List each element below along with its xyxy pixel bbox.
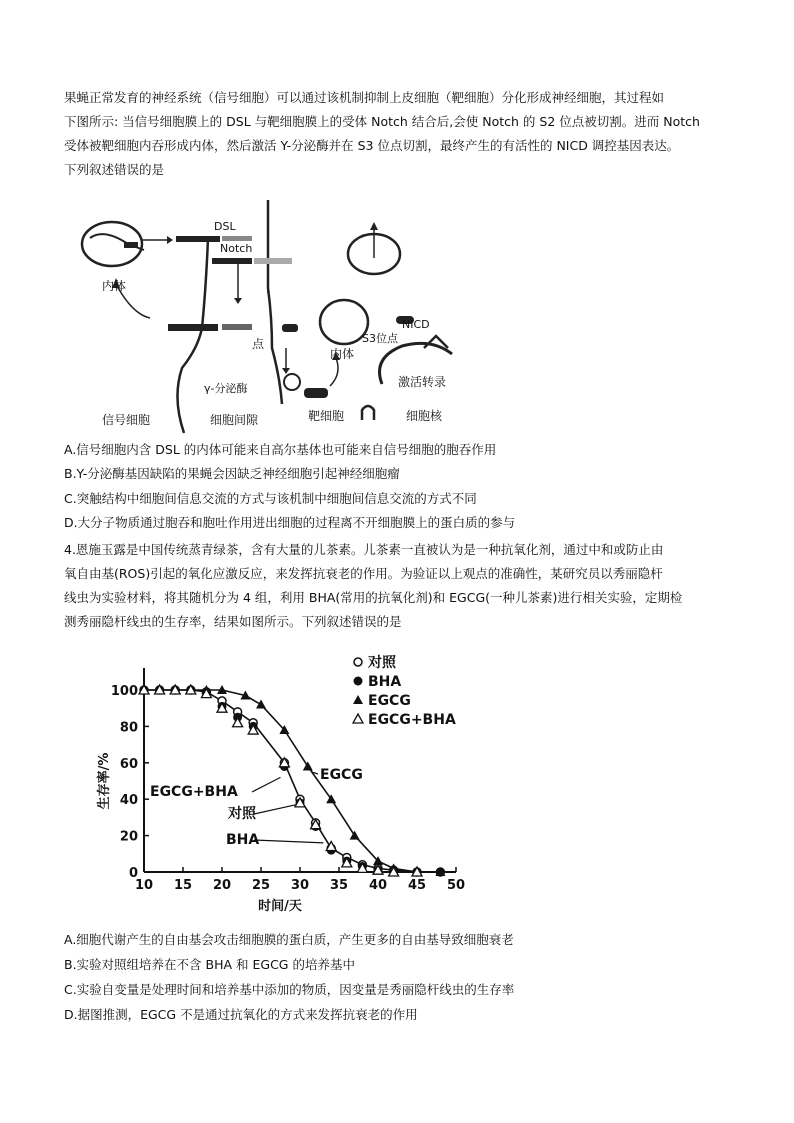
legend-marker xyxy=(353,695,363,704)
y-tick-label: 100 xyxy=(110,684,138,699)
annotation-pointer xyxy=(252,777,281,792)
q3-stem-line: 受体被靶细胞内吞形成内体，然后激活 Y-分泌酶并在 S3 位点切割，最终产生的有活性的 NICD 调控基因表达。 xyxy=(64,138,680,153)
y-tick-label: 80 xyxy=(119,720,138,736)
q3-stem-line: 下图所示: 当信号细胞膜上的 DSL 与靶细胞膜上的受体 Notch 结合后,会使 Notch 的 S2 位点被切割。进而 Notch xyxy=(64,114,700,129)
label-activate-transcription: 激活转录 xyxy=(398,375,447,389)
q4-option-a[interactable]: A.细胞代谢产生的自由基会攻击细胞膜的蛋白质，产生更多的自由基导致细胞衰老 xyxy=(64,932,514,947)
legend-marker xyxy=(354,677,363,686)
y-tick-label: 20 xyxy=(119,829,138,845)
y-tick-label: 0 xyxy=(128,866,138,881)
q4-stem-line: 测秀丽隐杆线虫的生存率，结果如图所示。下列叙述错误的是 xyxy=(64,614,402,629)
q4-option-b[interactable]: B.实验对照组培养在不含 BHA 和 EGCG 的培养基中 xyxy=(64,957,355,972)
q4-option-d[interactable]: D.据图推测，EGCG 不是通过抗氧化的方式来发挥抗衰老的作用 xyxy=(64,1007,418,1022)
label-target-cell: 靶细胞 xyxy=(308,409,345,423)
label-endosome-left: 内体 xyxy=(102,279,127,293)
x-tick-label: 45 xyxy=(407,878,427,893)
survival-chart xyxy=(90,652,480,920)
q4-stem xyxy=(64,538,744,634)
q3-stem-line: 果蝇正常发育的神经系统（信号细胞）可以通过该机制抑制上皮细胞（靶细胞）分化形成神经细胞，其过程如 xyxy=(64,90,665,105)
label-notch: Notch xyxy=(220,242,253,255)
chart-annotations xyxy=(150,767,363,848)
data-point-2 xyxy=(303,761,313,770)
x-tick-label: 25 xyxy=(251,878,271,893)
annotation-label: EGCG xyxy=(320,767,363,783)
label-signal-cell: 信号细胞 xyxy=(102,413,151,427)
label-intercellular-space: 细胞间隙 xyxy=(210,413,259,427)
target-cell-membrane xyxy=(268,200,282,404)
x-tick-label: 40 xyxy=(368,878,388,893)
q3-option-c[interactable]: C.突触结构中细胞间信息交流的方式与该机制中细胞间信息交流的方式不同 xyxy=(64,491,477,506)
label-gamma-secretase: γ-分泌酶 xyxy=(204,382,248,395)
q3-stem-line: 下列叙述错误的是 xyxy=(64,162,165,177)
y-axis-label: 生存率/% xyxy=(97,752,112,810)
x-axis-label: 时间/天 xyxy=(258,899,302,914)
label-nicd: NICD xyxy=(402,318,430,331)
x-tick-label: 10 xyxy=(134,878,154,893)
q3-stem xyxy=(64,86,744,182)
x-tick-label: 20 xyxy=(212,878,232,893)
data-point-2 xyxy=(350,831,360,840)
legend-marker xyxy=(354,658,362,666)
legend-label: EGCG+BHA xyxy=(368,712,456,728)
endosome-right xyxy=(320,300,368,344)
q4-option-c[interactable]: C.实验自变量是处理时间和培养基中添加的物质，因变量是秀丽隐杆线虫的生存率 xyxy=(64,982,515,997)
label-s3-site: S3位点 xyxy=(362,332,398,345)
q3-option-d[interactable]: D.大分子物质通过胞吞和胞吐作用进出细胞的过程离不开细胞膜上的蛋白质的参与 xyxy=(64,515,516,530)
q3-option-b[interactable]: B.Y-分泌酶基因缺陷的果蝇会因缺乏神经细胞引起神经细胞瘤 xyxy=(64,466,400,481)
y-tick-label: 60 xyxy=(119,756,138,772)
x-tick-label: 50 xyxy=(446,878,466,893)
q4-stem-line: 线虫为实验材料，将其随机分为 4 组，利用 BHA(常用的抗氧化剂)和 EGCG(一种儿茶素)进行相关实验，定期检 xyxy=(64,590,683,605)
notch-signaling-diagram xyxy=(72,198,472,434)
q4-stem-line: 4.恩施玉露是中国传统蒸青绿茶，含有大量的儿茶素。儿茶素一直被认为是一种抗氧化剂，通过中和或防止由 xyxy=(64,542,664,557)
annotation-label: BHA xyxy=(226,832,260,848)
legend-label: EGCG xyxy=(368,693,411,709)
x-tick-label: 15 xyxy=(173,878,193,893)
label-endosome-right: 内体 xyxy=(330,347,355,361)
legend-label: 对照 xyxy=(368,655,396,671)
annotation-pointer xyxy=(254,805,296,814)
label-dsl: DSL xyxy=(214,220,236,233)
chart-legend xyxy=(353,655,456,728)
chart-axes xyxy=(111,668,465,893)
annotation-pointer xyxy=(254,840,323,843)
x-tick-label: 35 xyxy=(329,878,349,893)
signal-cell-membrane xyxy=(177,238,208,433)
legend-marker xyxy=(353,714,363,723)
y-tick-label: 40 xyxy=(119,793,138,809)
x-tick-label: 30 xyxy=(290,878,310,893)
label-point: 点 xyxy=(252,337,265,351)
annotation-label: 对照 xyxy=(228,806,256,822)
q3-option-a[interactable]: A.信号细胞内含 DSL 的内体可能来自高尔基体也可能来自信号细胞的胞吞作用 xyxy=(64,442,497,457)
annotation-label: EGCG+BHA xyxy=(150,784,238,800)
legend-label: BHA xyxy=(368,674,402,690)
data-point-2 xyxy=(256,700,266,709)
label-nucleus: 细胞核 xyxy=(406,409,443,423)
q4-stem-line: 氧自由基(ROS)引起的氧化应激反应，来发挥抗衰老的作用。为验证以上观点的准确性，某研究员以秀丽隐杆 xyxy=(64,566,663,581)
